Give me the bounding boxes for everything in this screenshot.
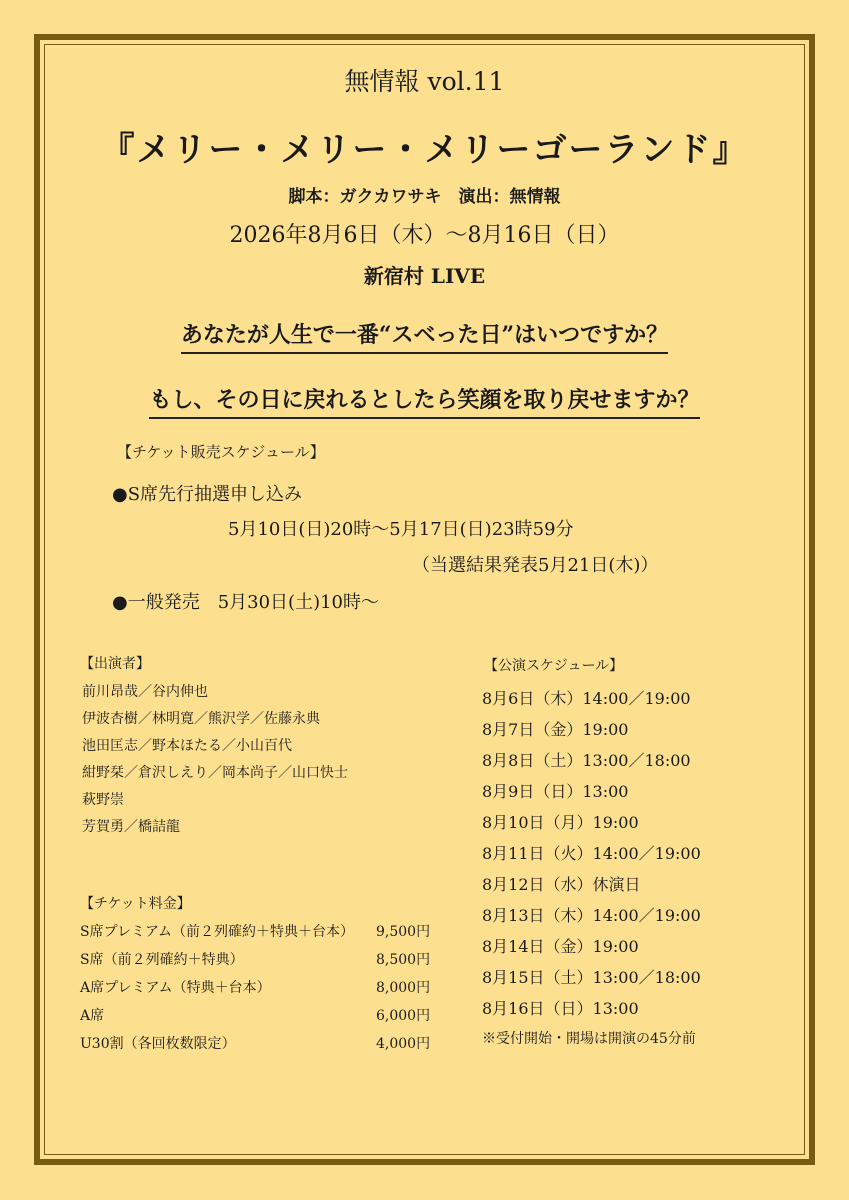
cast-line: 前川昂哉／谷内伸也: [82, 684, 208, 700]
cast-heading: 【出演者】: [80, 656, 150, 672]
troupe-name: 無情報 vol.11: [344, 67, 505, 96]
s-lottery-label: ●S席先行抽選申し込み: [112, 484, 303, 505]
performance-row: 8月8日（土）13:00／18:00: [482, 751, 691, 770]
question-1-wrap: [0, 318, 849, 354]
price-label: S席プレミアム（前２列確約＋特典＋台本）: [80, 924, 355, 940]
performance-row: 8月11日（火）14:00／19:00: [482, 844, 701, 863]
performance-row: 8月12日（水）休演日: [482, 875, 641, 894]
performance-row: 8月16日（日）13:00: [482, 999, 639, 1018]
performance-row: 8月7日（金）19:00: [482, 720, 629, 739]
price-value: 9,500円: [376, 924, 431, 940]
performance-row: 8月10日（月）19:00: [482, 813, 639, 832]
question-1: あなたが人生で一番“スベった日”はいつですか？: [181, 318, 668, 354]
general-sale: ●一般発売 5月30日(土)10時～: [112, 592, 380, 613]
credits: 脚本：ガクカワサキ 演出：無情報: [288, 187, 561, 207]
performance-row: 8月15日（土）13:00／18:00: [482, 968, 701, 987]
performance-row: 8月6日（木）14:00／19:00: [482, 689, 691, 708]
cast-line: 芳賀勇／橋詰龍: [82, 819, 180, 835]
price-value: 8,000円: [376, 980, 431, 996]
venue: 新宿村 LIVE: [363, 264, 486, 288]
cast-line: 紺野栞／倉沢しえり／岡本尚子／山口快士: [82, 765, 348, 781]
price-value: 8,500円: [376, 952, 431, 968]
price-label: S席（前２列確約＋特典）: [80, 952, 244, 968]
cast-line: 萩野崇: [82, 792, 124, 808]
question-2: もし、その日に戻れるとしたら笑顔を取り戻せますか？: [149, 383, 699, 419]
price-label: A席プレミアム（特典＋台本）: [80, 980, 271, 996]
performance-row: 8月9日（日）13:00: [482, 782, 629, 801]
s-lottery-result: （当選結果発表5月21日(木)）: [412, 555, 659, 576]
performance-heading: 【公演スケジュール】: [484, 658, 624, 674]
run-dates: 2026年8月6日（木）～8月16日（日）: [229, 223, 620, 248]
performance-note: ※受付開始・開場は開演の45分前: [482, 1031, 696, 1047]
price-label: A席: [80, 1008, 105, 1024]
price-heading: 【チケット料金】: [80, 896, 191, 912]
cast-line: 池田匡志／野本ほたる／小山百代: [82, 738, 292, 754]
question-2-wrap: [0, 383, 849, 419]
performance-row: 8月13日（木）14:00／19:00: [482, 906, 701, 925]
performance-row: 8月14日（金）19:00: [482, 937, 639, 956]
price-label: U30割（各回枚数限定）: [80, 1036, 236, 1052]
show-title: 『メリー・メリー・メリーゴーランド』: [100, 130, 749, 170]
price-value: 4,000円: [376, 1036, 431, 1052]
price-value: 6,000円: [376, 1008, 431, 1024]
ticket-schedule-heading: 【チケット販売スケジュール】: [117, 443, 325, 461]
cast-line: 伊波杏樹／林明寛／熊沢学／佐藤永典: [82, 711, 320, 727]
s-lottery-period: 5月10日(日)20時～5月17日(日)23時59分: [228, 519, 574, 540]
